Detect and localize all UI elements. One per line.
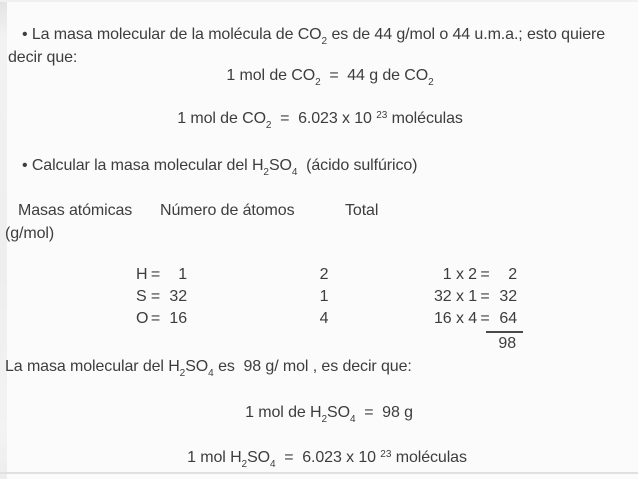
oxygen-total-cell — [428, 310, 517, 328]
element-symbol: H — [136, 266, 148, 283]
equals-sign: = — [480, 288, 490, 305]
equation-co2-molecules: 1 mol de $CO_2 = 6.023$ x 10 $^{23}$ moléculas — [177, 110, 463, 131]
total-result: 2 — [508, 266, 517, 283]
bullet-co2-mass-line1: • La masa molecular de la molécula de $CO_2$ es de 44 g/mol o 44 u.m.a.; esto quiere — [22, 26, 606, 47]
sum-rule-line — [486, 331, 523, 333]
sulfur-total-cell — [428, 288, 517, 306]
atomic-mass-value: 16 — [169, 310, 187, 327]
sulfur-mass-cell — [136, 288, 187, 306]
element-symbol: S — [136, 288, 147, 305]
hydrogen-mass-cell — [136, 266, 187, 284]
atomic-mass-value: 1 — [178, 266, 187, 283]
total-sum-value: 98 — [498, 335, 516, 352]
equation-h2so4-grams: 1 mol de $H_2SO_4 = 98$ g — [245, 404, 413, 425]
equals-sign: = — [150, 310, 161, 327]
oxygen-mass-cell — [136, 310, 187, 328]
table-header-total: Total — [345, 202, 379, 219]
hydrogen-atom-count: 2 — [319, 266, 329, 283]
total-expression: 16 x 4 — [434, 310, 477, 327]
calculation-table — [0, 266, 638, 332]
equals-sign: = — [480, 310, 490, 327]
bullet-calculate-h2so4: • Calcular la masa molecular del $H_2SO_4$ (ácido sulfúrico) — [22, 157, 418, 178]
equation-h2so4-molecules: 1 mol $H_2SO_4 = 6.023$ x 10 $^{23}$ moléculas — [187, 449, 467, 470]
bottom-hairline — [0, 472, 638, 474]
bullet-co2-mass-line2: decir que: — [8, 49, 78, 66]
table-header-atomic-masses: Masas atómicas — [18, 202, 133, 219]
table-row-hydrogen — [0, 266, 638, 288]
oxygen-atom-count: 4 — [319, 310, 329, 327]
hydrogen-total-cell — [428, 266, 517, 284]
closing-statement: La masa molecular del $H_2SO_4$ es 98 g/ mol , es decir que: — [5, 358, 412, 379]
table-header-atom-count: Número de átomos — [160, 202, 295, 219]
element-symbol: O — [136, 310, 149, 327]
table-row-oxygen — [0, 310, 638, 332]
table-header-units: (g/mol) — [5, 225, 55, 242]
sulfur-atom-count: 1 — [319, 288, 329, 305]
equals-sign: = — [480, 266, 490, 283]
total-expression: 1 x 2 — [442, 266, 477, 283]
equation-co2-grams: 1 mol de $CO_2 = 44$ g de $CO_2$ — [226, 67, 434, 88]
table-row-sulfur — [0, 288, 638, 310]
total-expression: 32 x 1 — [434, 288, 477, 305]
total-result: 64 — [499, 310, 517, 327]
equals-sign: = — [150, 266, 161, 283]
total-result: 32 — [499, 288, 517, 305]
atomic-mass-value: 32 — [169, 288, 187, 305]
top-edge-shading — [0, 0, 638, 2]
equals-sign: = — [150, 288, 161, 305]
